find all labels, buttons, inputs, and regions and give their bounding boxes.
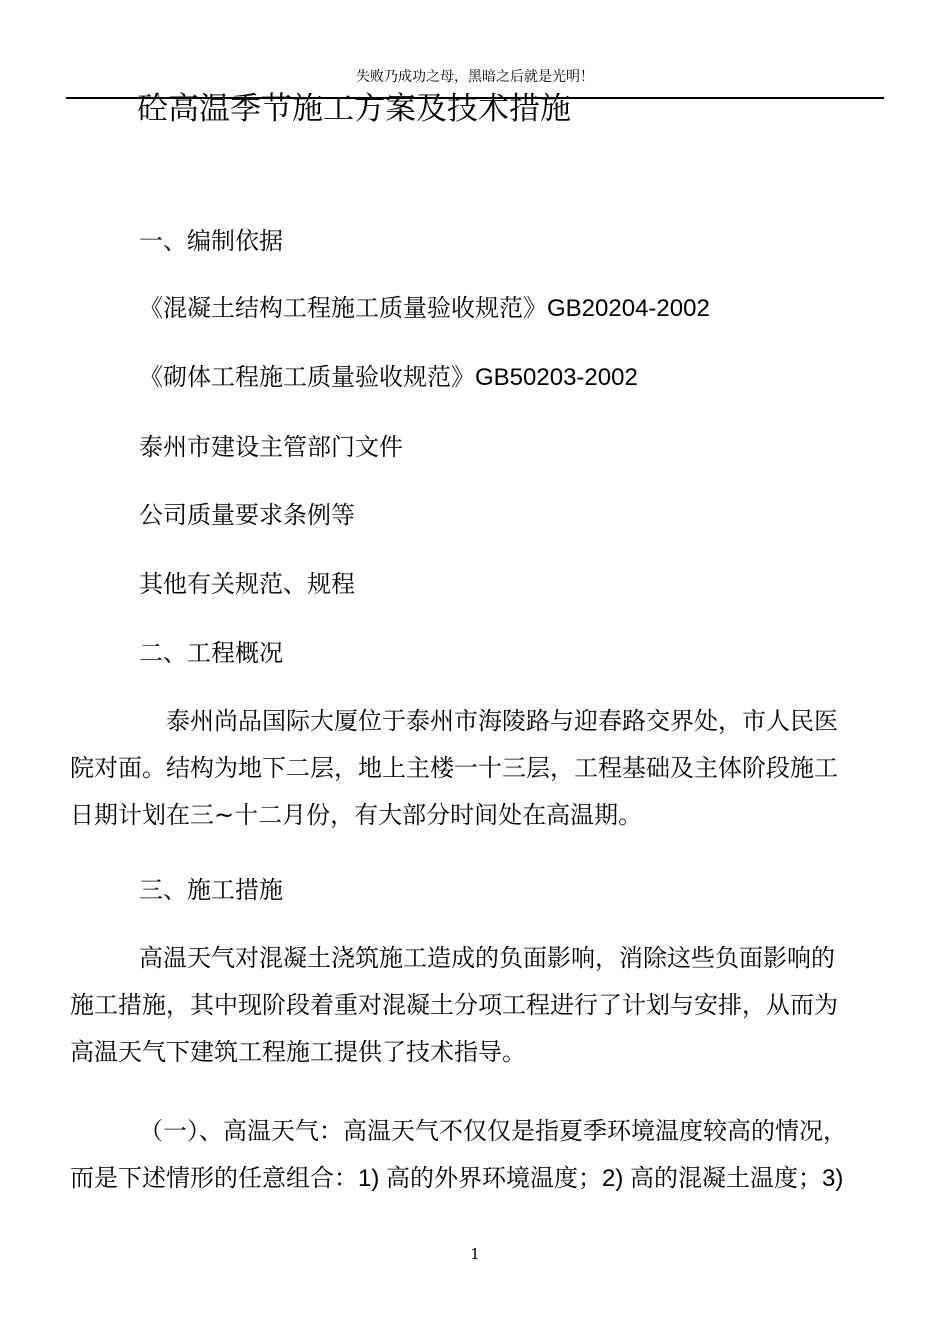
header-motto: 失败乃成功之母，黑暗之后就是光明！: [356, 69, 594, 85]
paragraph-line: 院对面。结构为地下二层，地上主楼一十三层，工程基础及主体阶段施工: [70, 754, 838, 782]
high-temperature-definition-paragraph: [70, 1108, 882, 1202]
paragraph-line: 高温天气下建筑工程施工提供了技术指导。: [70, 1038, 526, 1066]
paragraph-line: 施工措施，其中现阶段着重对混凝土分项工程进行了计划与安排，从而为: [70, 991, 838, 1019]
project-overview-paragraph: [70, 698, 882, 839]
basis-item-5: 其他有关规范、规程: [139, 570, 355, 598]
paragraph-line: 泰州尚品国际大厦位于泰州市海陵路与迎春路交界处，市人民医: [166, 707, 838, 735]
paragraph-line: 日期计划在三~十二月份，有大部分时间处在高温期。: [70, 801, 643, 829]
paragraph-line: （一）、高温天气：高温天气不仅仅是指夏季环境温度较高的情况，: [139, 1117, 847, 1145]
section-2-heading: 二、工程概况: [139, 639, 283, 667]
basis-item-3: 泰州市建设主管部门文件: [139, 433, 403, 461]
paragraph-line: 而是下述情形的任意组合：1) 高的外界环境温度；2) 高的混凝土温度；3): [70, 1165, 844, 1192]
basis-item-1: 《混凝土结构工程施工质量验收规范》GB20204-2002: [139, 295, 710, 322]
section-1-heading: 一、编制依据: [139, 227, 283, 255]
paragraph-line: 高温天气对混凝土浇筑施工造成的负面影响，消除这些负面影响的: [139, 944, 835, 972]
basis-item-4: 公司质量要求条例等: [139, 501, 355, 529]
page-number: 1: [470, 1245, 480, 1263]
section-3-heading: 三、施工措施: [139, 876, 283, 904]
basis-item-2: 《砌体工程施工质量验收规范》GB50203-2002: [139, 364, 638, 391]
document-title: 砼高温季节施工方案及技术措施: [137, 91, 571, 127]
construction-measures-paragraph: [70, 935, 882, 1076]
